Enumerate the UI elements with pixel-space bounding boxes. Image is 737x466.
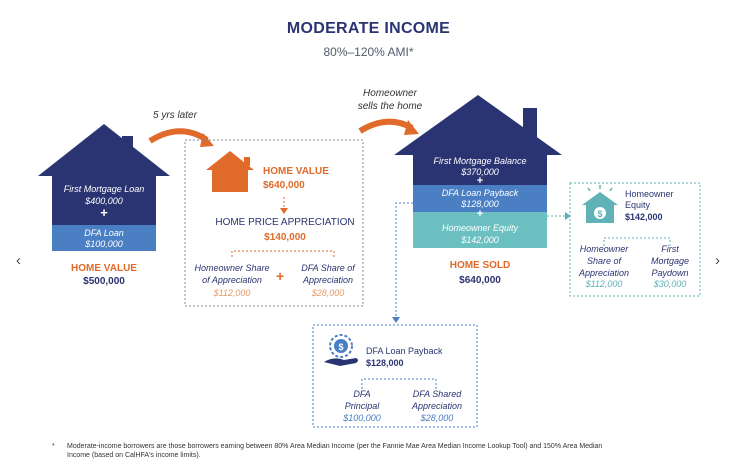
svg-text:$: $ [597, 209, 603, 219]
dfa-shared-appreciation-value: $28,000 [420, 413, 454, 423]
stage3-plus-1: + [476, 175, 484, 187]
dfa-share-label: DFA Share of Appreciation [301, 263, 355, 285]
home-value-label-initial: HOME VALUE [71, 263, 137, 274]
first-mortgage-paydown-value: $30,000 [653, 279, 687, 289]
orange-house-icon [206, 151, 254, 192]
dfa-loan-payback-value: $128,000 [461, 199, 499, 209]
homeowner-share-label: Homeowner Share of Appreciation [194, 263, 270, 285]
payback-connector [396, 203, 413, 318]
first-mortgage-loan-value: $400,000 [85, 196, 123, 206]
dfa-loan-payback-label: DFA Loan Payback [441, 188, 519, 198]
dfa-loan-label: DFA Loan [84, 228, 124, 238]
home-price-appreciation-label: HOME PRICE APPRECIATION [215, 217, 355, 228]
stage1-plus: + [100, 205, 108, 220]
dfa-principal-value: $100,000 [343, 413, 381, 423]
first-mortgage-loan-label: First Mortgage Loan [63, 184, 145, 194]
footnote-star: * [52, 443, 55, 450]
home-sold-label: HOME SOLD [449, 260, 511, 271]
dfa-loan-value: $100,000 [85, 239, 123, 249]
dfa-share-value: $28,000 [311, 288, 345, 298]
first-mortgage-balance-value: $370,000 [461, 167, 499, 177]
stage3-plus-2: + [476, 208, 484, 220]
footnote-text: Moderate-income borrowers are those borrowers earning between 80% Area Median Income (per the Fannie Mae Area Median Income Lookup Tool) and 150% Area Median Income (based on CalHFA's income limits). [67, 443, 603, 459]
five-years-later-label: 5 yrs later [153, 110, 197, 121]
dfa-shared-appreciation-label: DFA Shared Appreciation [411, 389, 463, 411]
home-sold-value: $640,000 [459, 275, 501, 286]
appreciation-split [232, 251, 334, 257]
homeowner-equity-label: Homeowner Equity [441, 223, 519, 233]
arrow-sells [360, 122, 412, 131]
equity-box-label: Homeowner Equity [625, 189, 674, 210]
payback-box-label: DFA Loan Payback [366, 346, 443, 356]
equity-box-value: $142,000 [625, 212, 663, 222]
first-mortgage-balance-label: First Mortgage Balance [433, 156, 527, 166]
homeowner-equity-value: $142,000 [461, 235, 499, 245]
payback-box-value: $128,000 [366, 358, 404, 368]
first-mortgage-paydown-label: First Mortgage Paydown [650, 244, 690, 278]
page-subtitle: 80%–120% AMI* [323, 45, 414, 59]
home-price-appreciation-value: $140,000 [264, 232, 306, 243]
stage2-plus: + [276, 268, 285, 284]
loan-payback-icon [324, 335, 358, 366]
equity-share-label: Homeowner Share of Appreciation [578, 244, 630, 278]
carousel-next-button[interactable]: › [715, 252, 720, 269]
home-value-label-later: HOME VALUE [263, 166, 329, 177]
dfa-principal-label: DFA Principal [344, 389, 380, 411]
equity-share-value: $112,000 [585, 279, 623, 289]
page-title: MODERATE INCOME [286, 20, 451, 37]
home-value-initial: $500,000 [83, 276, 125, 287]
homeowner-sells-label: Homeowner sells the home [357, 88, 423, 112]
carousel-prev-button[interactable]: ‹ [16, 252, 21, 269]
homeowner-share-value: $112,000 [213, 288, 251, 298]
svg-text:$: $ [338, 342, 344, 352]
equity-house-icon [582, 185, 618, 223]
home-value-later: $640,000 [263, 180, 305, 191]
